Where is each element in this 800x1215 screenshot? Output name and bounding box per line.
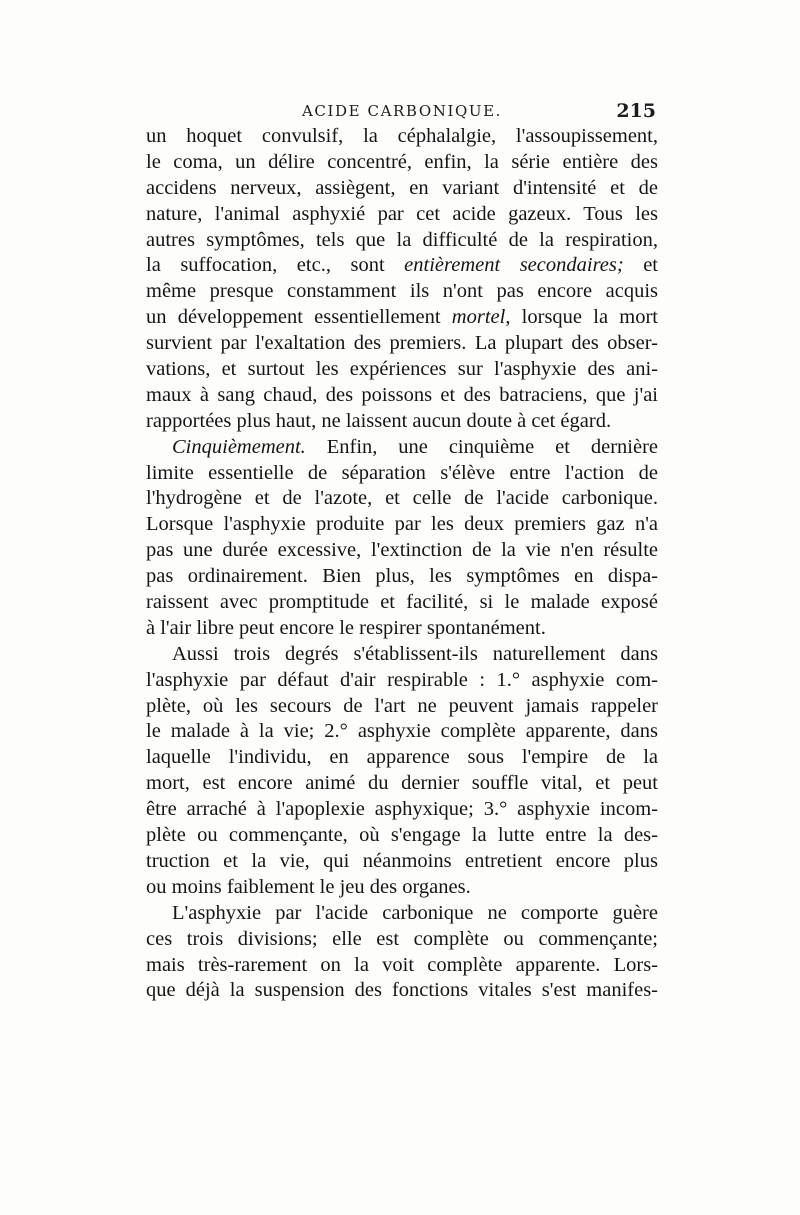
text-line: le coma, un délire concentré, enfin, la série entière des — [146, 150, 658, 173]
text-line: vations, et surtout les expériences sur l'asphyxie des ani- — [146, 358, 658, 381]
text-line: Cinquièmement. Enfin, une cinquième et dernière — [172, 435, 658, 458]
text-line: plète ou commençante, où s'engage la lutte entre la des- — [146, 824, 658, 847]
text-line: ou moins faiblement le jeu des organes. — [146, 875, 471, 898]
emphasis: mortel — [451, 306, 506, 329]
text-line: l'asphyxie par défaut d'air respirable : 1.° asphyxie com- — [146, 668, 658, 691]
text-line: L'asphyxie par l'acide carbonique ne comporte guère — [172, 901, 658, 924]
text-line: un développement essentiellement mortel, lorsque la mort — [146, 306, 658, 329]
text-line: la suffocation, etc., sont entièrement secondaires; et — [146, 254, 658, 277]
text-line: rapportées plus haut, ne laissent aucun doute à cet égard. — [146, 409, 612, 432]
page-number: 215 — [616, 100, 656, 122]
text-line: le malade à la vie; 2.° asphyxie complète apparente, dans — [146, 720, 658, 743]
text-line: maux à sang chaud, des poissons et des batraciens, que j'ai — [146, 383, 658, 406]
text-line: Lorsque l'asphyxie produite par les deux premiers gaz n'a — [146, 513, 658, 536]
section-marker: Cinquièmement. — [172, 435, 306, 458]
text-line: à l'air libre peut encore le respirer spontanément. — [146, 616, 546, 639]
text-line: un hoquet convulsif, la céphalalgie, l'assoupissement, — [146, 125, 658, 147]
text-line: ces trois divisions; elle est complète ou commençante; — [146, 927, 658, 950]
text-line: truction et la vie, qui néanmoins entretient encore plus — [146, 849, 658, 872]
text-line: même presque constamment ils n'ont pas encore acquis — [146, 280, 658, 303]
emphasis: entièrement secondaires; — [404, 254, 624, 277]
text-line: l'hydrogène et de l'azote, et celle de l'acide carbonique. — [146, 487, 658, 510]
page-header — [146, 100, 658, 126]
text-line: limite essentielle de séparation s'élève entre l'action de — [146, 461, 658, 484]
text-line: mais très-rarement on la voit complète apparente. Lors- — [146, 953, 658, 976]
text-line: survient par l'exaltation des premiers. La plupart des obser- — [146, 332, 658, 355]
text-line: plète, où les secours de l'art ne peuvent jamais rappeler — [146, 694, 658, 717]
text-line: accidens nerveux, assiègent, en variant d'intensité et de — [146, 176, 658, 199]
text-line: pas une durée excessive, l'extinction de la vie n'en résulte — [146, 539, 658, 562]
text-line: nature, l'animal asphyxié par cet acide gazeux. Tous les — [146, 202, 658, 225]
text-line: autres symptômes, tels que la difficulté de la respiration, — [146, 228, 658, 251]
text-line: Aussi trois degrés s'établissent-ils naturellement dans — [172, 642, 658, 665]
text-line: être arraché à l'apoplexie asphyxique; 3.° asphyxie incom- — [146, 798, 658, 821]
text-line: laquelle l'individu, en apparence sous l'empire de la — [146, 746, 658, 769]
text-line: mort, est encore animé du dernier souffle vital, et peut — [146, 772, 658, 795]
body-text — [146, 124, 658, 1004]
text-line: pas ordinairement. Bien plus, les symptômes en dispa- — [146, 565, 658, 588]
text-line: raissent avec promptitude et facilité, si le malade exposé — [146, 591, 658, 614]
text-line: que déjà la suspension des fonctions vitales s'est manifes- — [146, 979, 658, 1002]
running-title: ACIDE CARBONIQUE. — [301, 102, 503, 120]
